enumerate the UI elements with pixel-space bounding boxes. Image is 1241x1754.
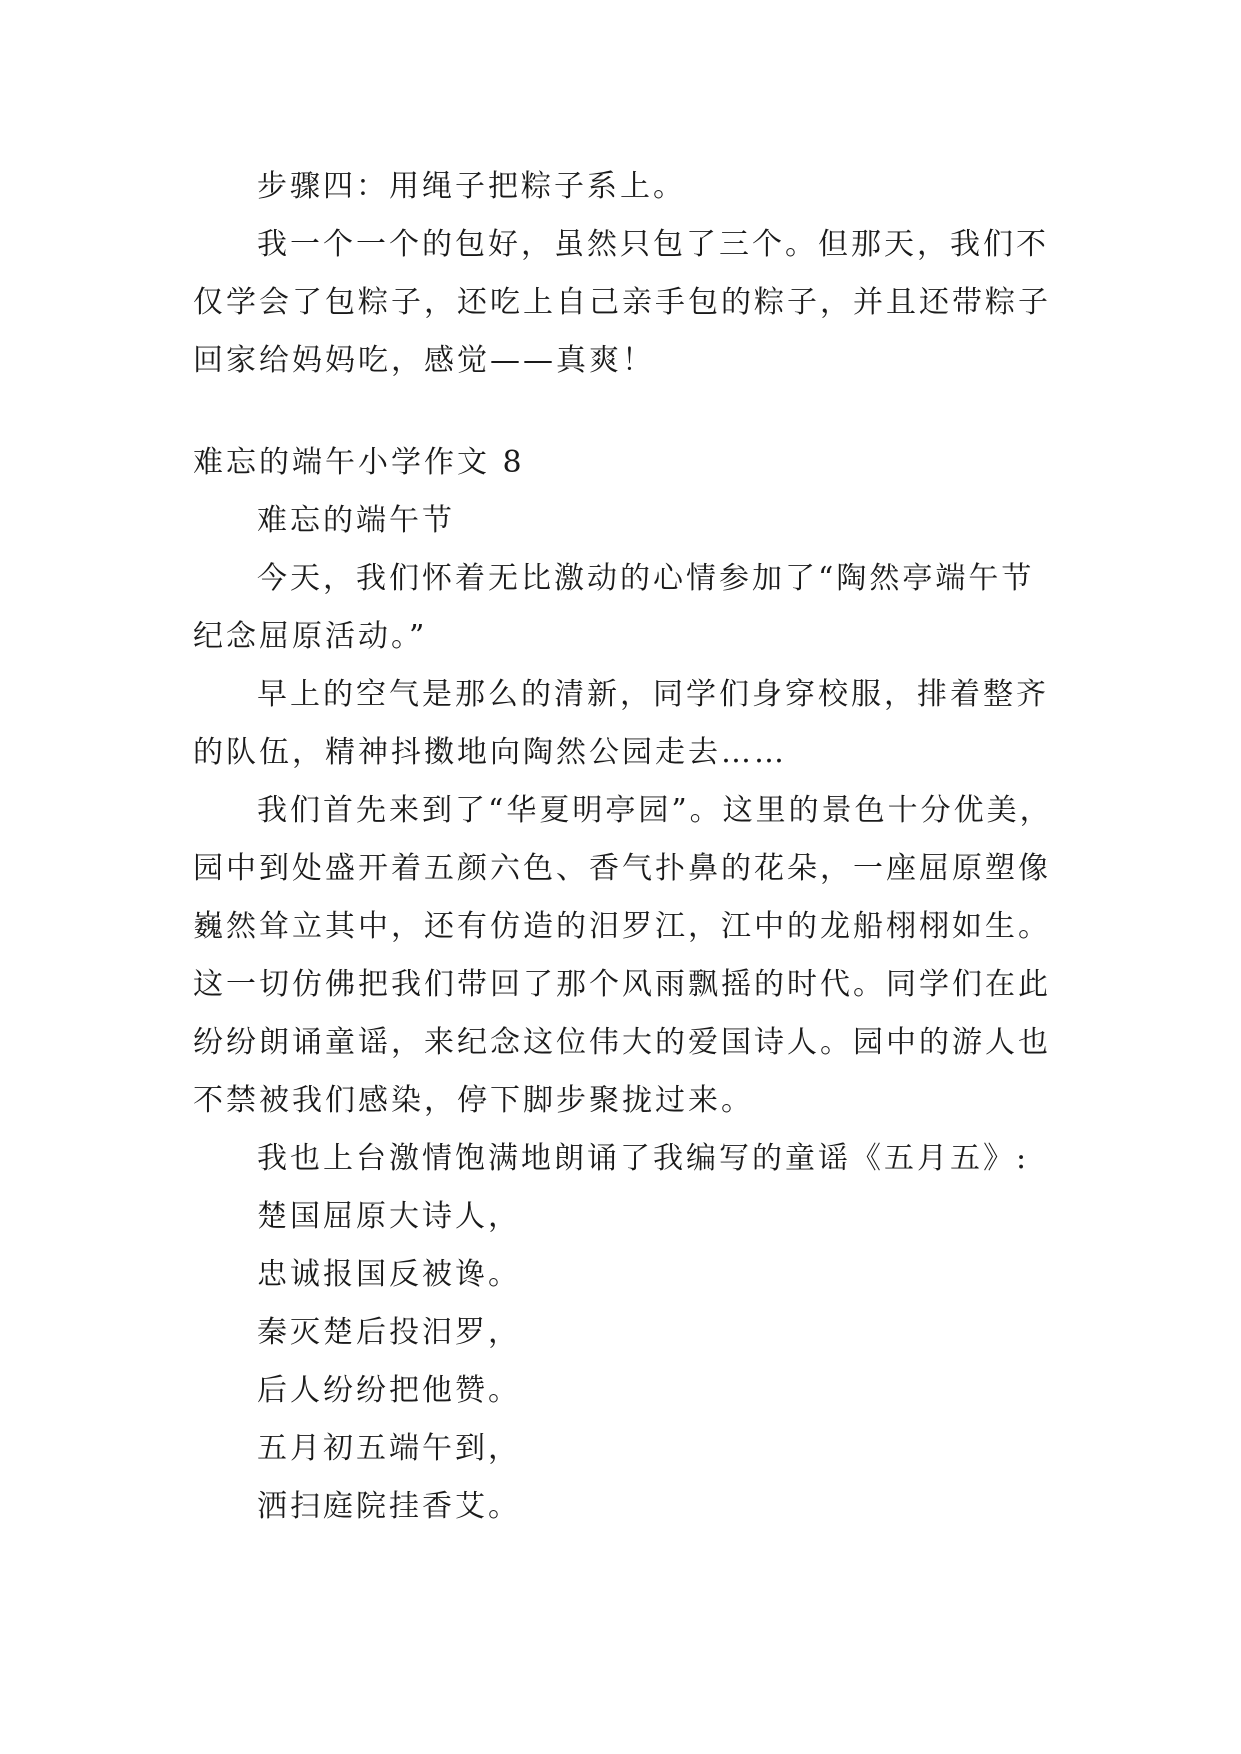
paragraph-line: 这一切仿佛把我们带回了那个风雨飘摇的时代。同学们在此 (193, 967, 1051, 1002)
paragraph-line: 今天，我们怀着无比激动的心情参加了“陶然亭端午节 (257, 561, 1035, 596)
document-body (193, 158, 1053, 1536)
paragraph-line: 回家给妈妈吃，感觉——真爽！ (193, 343, 655, 378)
poem-line: 忠诚报国反被谗。 (257, 1257, 521, 1292)
poem-line: 洒扫庭院挂香艾。 (257, 1489, 521, 1524)
paragraph-line: 我们首先来到了“华夏明亭园”。这里的景色十分优美， (257, 793, 1053, 828)
paragraph-line: 我一个一个的包好，虽然只包了三个。但那天，我们不 (257, 227, 1049, 262)
poem-line: 秦灭楚后投汨罗， (257, 1315, 521, 1350)
paragraph-line: 仅学会了包粽子，还吃上自己亲手包的粽子，并且还带粽子 (193, 285, 1051, 320)
paragraph-line: 巍然耸立其中，还有仿造的汨罗江，江中的龙船栩栩如生。 (193, 909, 1051, 944)
essay-title: 难忘的端午节 (257, 503, 455, 538)
paragraph-line: 纪念屈原活动。” (193, 619, 428, 654)
paragraph-line: 的队伍，精神抖擞地向陶然公园走去…… (193, 735, 787, 770)
paragraph-step-four: 步骤四：用绳子把粽子系上。 (257, 169, 686, 204)
poem-line: 后人纷纷把他赞。 (257, 1373, 521, 1408)
poem-line: 楚国屈原大诗人， (257, 1199, 521, 1234)
paragraph-line: 纷纷朗诵童谣，来纪念这位伟大的爱国诗人。园中的游人也 (193, 1025, 1051, 1060)
paragraph-line: 我也上台激情饱满地朗诵了我编写的童谣《五月五》: (257, 1141, 1030, 1176)
paragraph-line: 早上的空气是那么的清新，同学们身穿校服，排着整齐 (257, 677, 1049, 712)
section-heading: 难忘的端午小学作文 8 (193, 445, 525, 480)
paragraph-line: 不禁被我们感染，停下脚步聚拢过来。 (193, 1083, 754, 1118)
paragraph-line: 园中到处盛开着五颜六色、香气扑鼻的花朵，一座屈原塑像 (193, 851, 1051, 886)
poem-line: 五月初五端午到， (257, 1431, 521, 1466)
